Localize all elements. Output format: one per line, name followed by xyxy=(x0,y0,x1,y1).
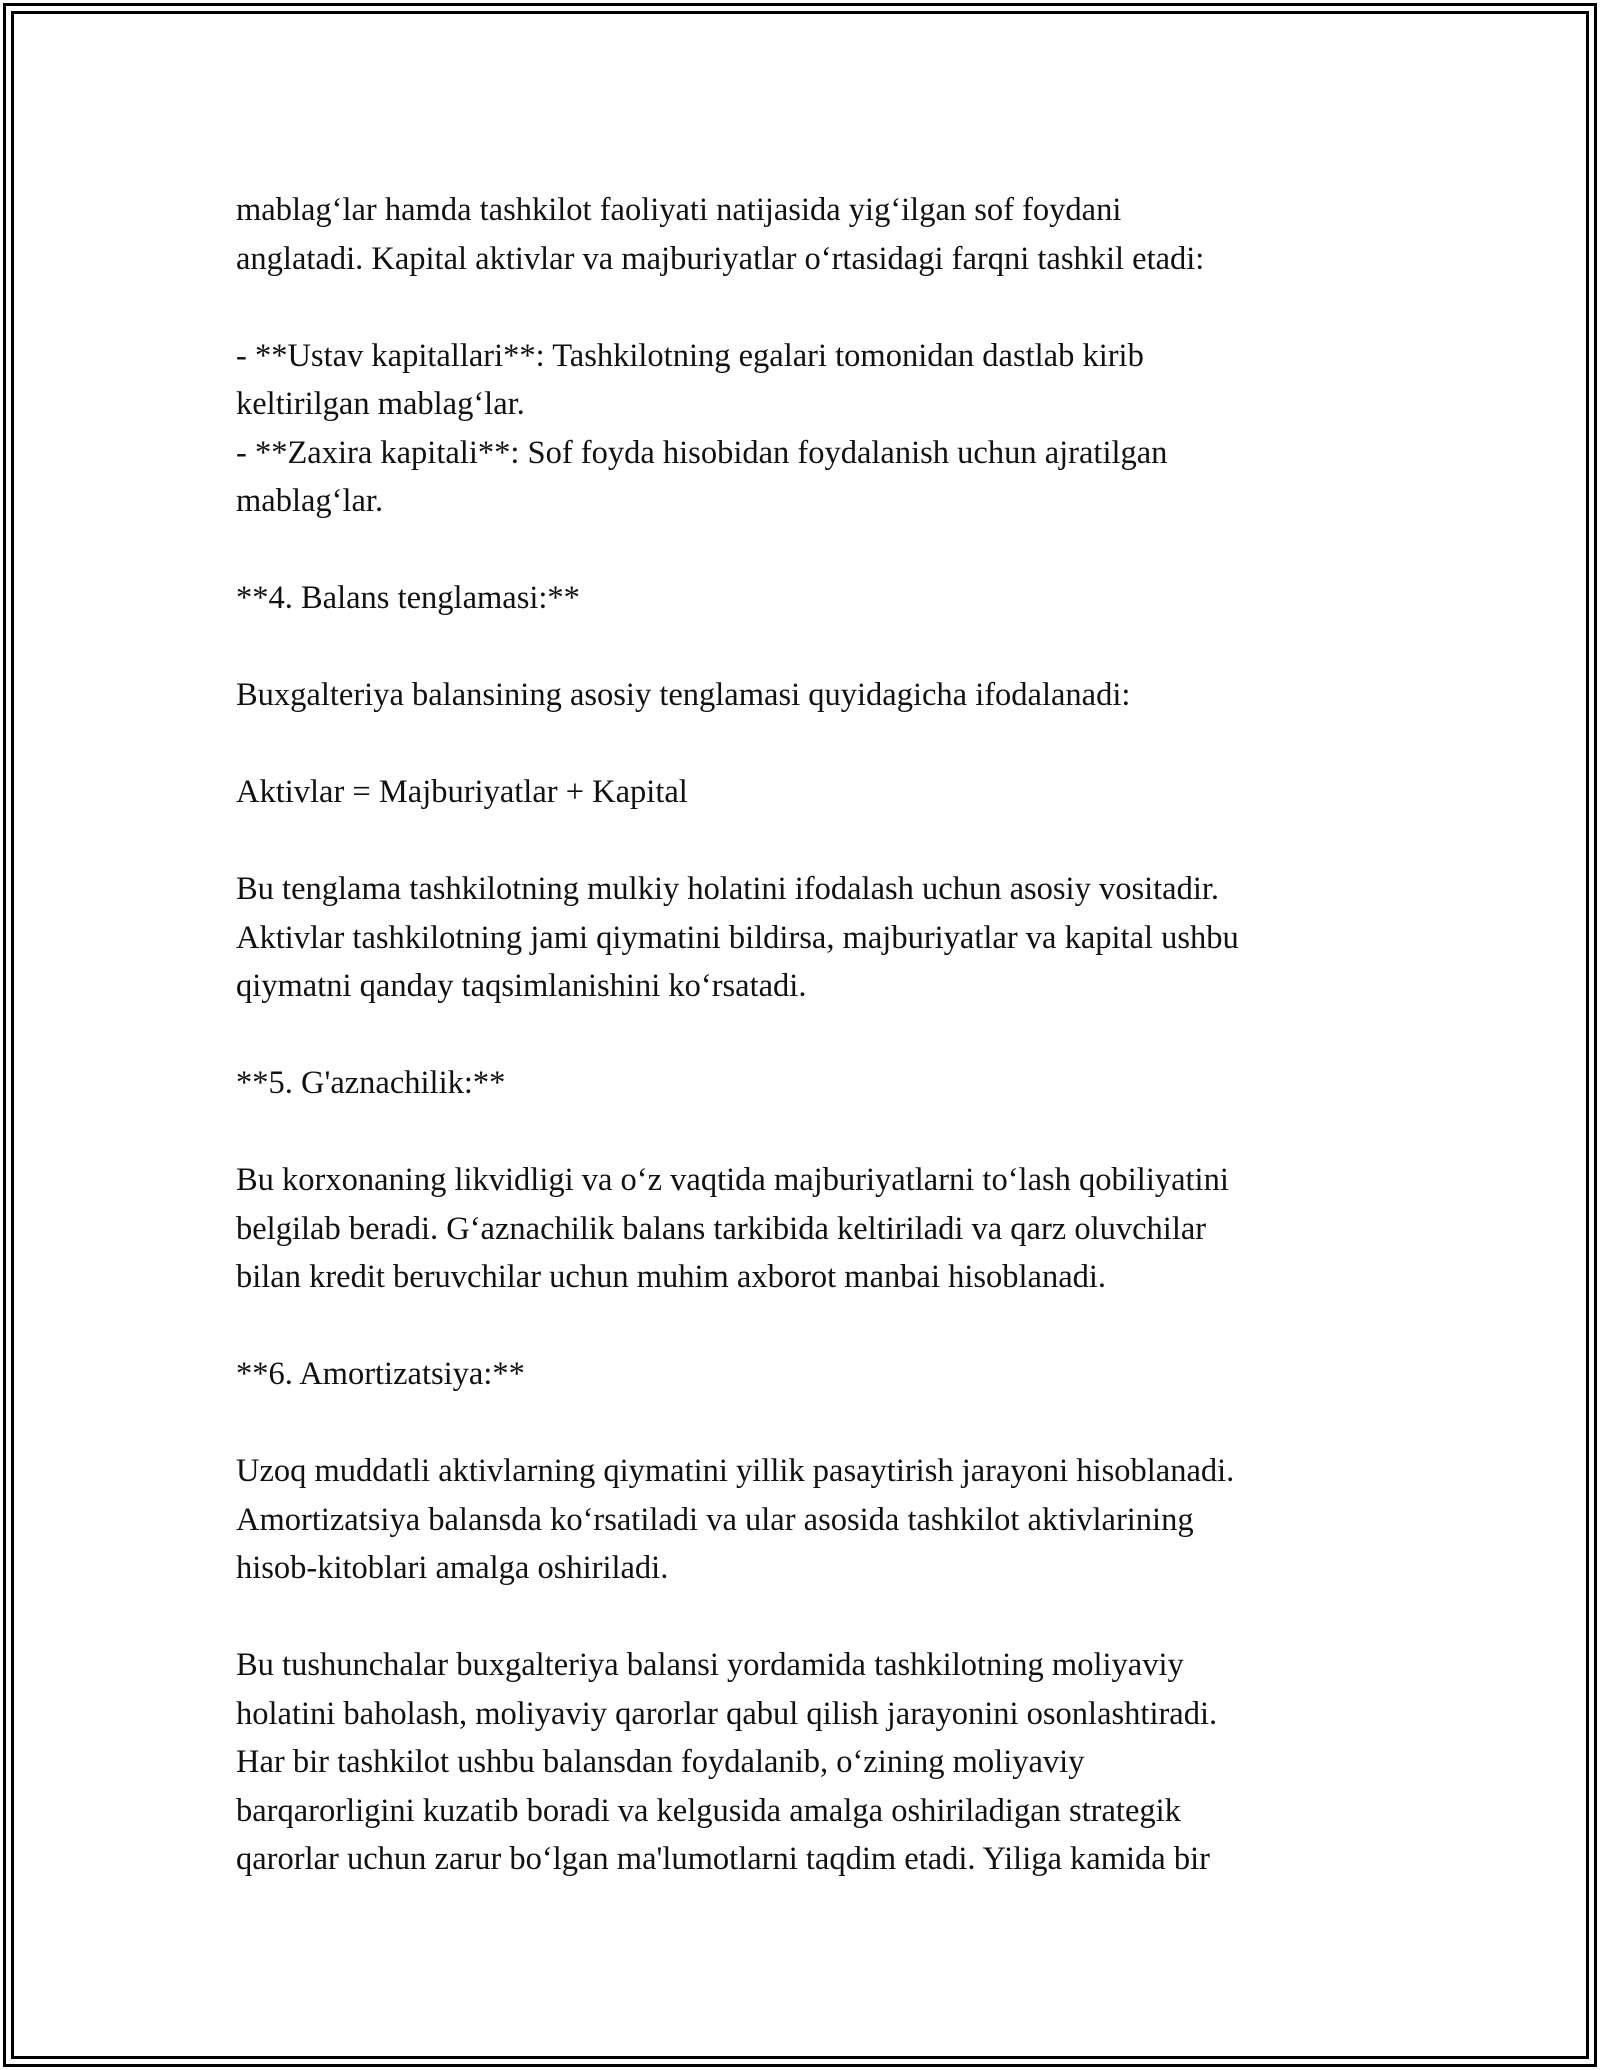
text-line: Aktivlar tashkilotning jami qiymatini bildirsa, majburiyatlar va kapital ushbu xyxy=(236,919,1239,956)
text-line: Bu korxonaning likvidligi va o‘z vaqtida majburiyatlarni to‘lash qobiliyatini xyxy=(236,1162,1229,1198)
document-body xyxy=(236,186,1396,1884)
blank-line xyxy=(236,1593,1396,1642)
section-heading-balans-tenglamasi: **4. Balans tenglamasi:** xyxy=(236,580,580,616)
blank-line xyxy=(236,720,1396,769)
text-line: bilan kredit beruvchilar uchun muhim axborot manbai hisoblanadi. xyxy=(236,1259,1107,1295)
text-line: mablag‘lar hamda tashkilot faoliyati natijasida yig‘ilgan sof foydani xyxy=(236,192,1122,228)
blank-line xyxy=(236,1108,1396,1157)
text-line: barqarorligini kuzatib boradi va kelgusida amalga oshiriladigan strategik xyxy=(236,1792,1181,1829)
text-line: Amortizatsiya balansda ko‘rsatiladi va ular asosida tashkilot aktivlarining xyxy=(236,1501,1194,1538)
text-line: Buxgalteriya balansining asosiy tenglamasi quyidagicha ifodalanadi: xyxy=(236,677,1131,713)
section-heading-gaznachilik: **5. G'aznachilik:** xyxy=(236,1065,506,1101)
text-line: Uzoq muddatli aktivlarning qiymatini yillik pasaytirish jarayoni hisoblanadi. xyxy=(236,1453,1235,1489)
text-line: mablag‘lar. xyxy=(236,483,384,519)
text-line: Har bir tashkilot ushbu balansdan foydalanib, o‘zining moliyaviy xyxy=(236,1744,1085,1780)
text-line: qiymatni qanday taqsimlanishini ko‘rsatadi. xyxy=(236,968,807,1004)
text-line: qarorlar uchun zarur bo‘lgan ma'lumotlarni taqdim etadi. Yiliga kamida bir xyxy=(236,1841,1210,1877)
blank-line xyxy=(236,623,1396,672)
text-line: Bu tenglama tashkilotning mulkiy holatini ifodalash uchun asosiy vositadir. xyxy=(236,871,1220,907)
text-line: holatini baholash, moliyaviy qarorlar qabul qilish jarayonini osonlashtiradi. xyxy=(236,1695,1218,1732)
text-line: hisob-kitoblari amalga oshiriladi. xyxy=(236,1550,669,1586)
text-line: anglatadi. Kapital aktivlar va majburiyatlar o‘rtasidagi farqni tashkil etadi: xyxy=(236,240,1205,277)
text-line: keltirilgan mablag‘lar. xyxy=(236,386,525,422)
bullet-ustav-kapitallari: - **Ustav kapitallari**: Tashkilotning egalari tomonidan dastlab kirib xyxy=(236,337,1144,374)
section-heading-amortizatsiya: **6. Amortizatsiya:** xyxy=(236,1356,525,1392)
balance-equation: Aktivlar = Majburiyatlar + Kapital xyxy=(236,774,688,810)
text-line: Bu tushunchalar buxgalteriya balansi yordamida tashkilotning moliyaviy xyxy=(236,1647,1184,1683)
blank-line xyxy=(236,1302,1396,1351)
blank-line xyxy=(236,1011,1396,1060)
text-line: belgilab beradi. G‘aznachilik balans tarkibida keltiriladi va qarz oluvchilar xyxy=(236,1210,1207,1247)
blank-line xyxy=(236,1399,1396,1448)
blank-line xyxy=(236,817,1396,866)
blank-line xyxy=(236,526,1396,575)
bullet-zaxira-kapitali: - **Zaxira kapitali**: Sof foyda hisobidan foydalanish uchun ajratilgan xyxy=(236,434,1168,471)
blank-line xyxy=(236,283,1396,332)
